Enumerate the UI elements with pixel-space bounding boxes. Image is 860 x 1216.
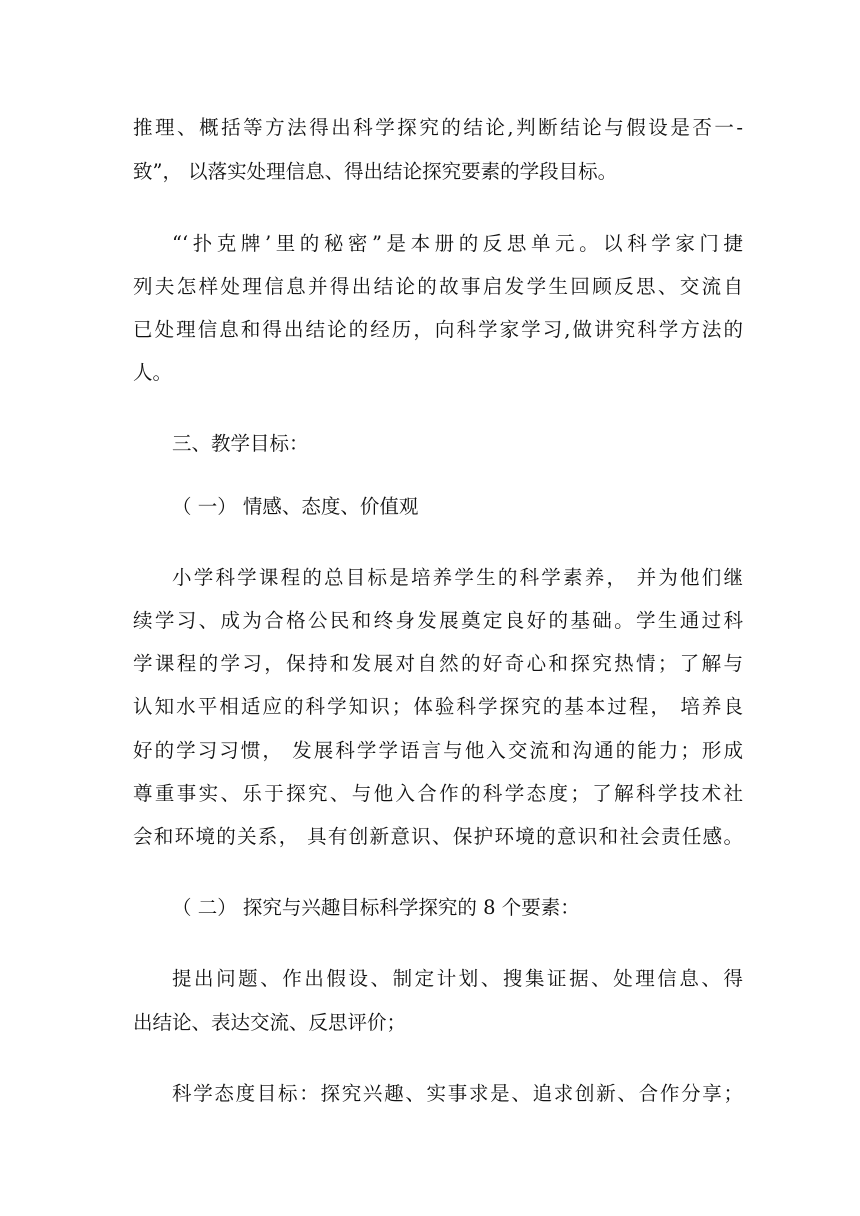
paragraph-line: 出结论、表达交流、反思评价； <box>133 1011 407 1034</box>
paragraph-line: 好的学习习惯， 发展科学学语言与他入交流和沟通的能力；形成 <box>133 739 743 762</box>
paragraph-line: 科学态度目标：探究兴趣、实事求是、追求创新、合作分享； <box>172 1082 743 1105</box>
paragraph-line: 学课程的学习，保持和发展对自然的好奇心和探究热情；了解与 <box>133 652 743 675</box>
subsection-heading: （ 二） 探究与兴趣目标科学探究的 8 个要素： <box>172 896 580 919</box>
paragraph-line: 认知水平相适应的科学知识；体验科学探究的基本过程， 培养良 <box>133 695 743 718</box>
paragraph-line: 小学科学课程的总目标是培养学生的科学素养， 并为他们继 <box>172 566 743 589</box>
paragraph-line: 提出问题、作出假设、制定计划、搜集证据、处理信息、得 <box>172 967 743 990</box>
paragraph-line: “‘扑克牌’里的秘密”是本册的反思单元。以科学家门捷 <box>172 232 743 255</box>
paragraph-line: 列夫怎样处理信息并得出结论的故事启发学生回顾反思、交流自 <box>133 275 743 298</box>
section-heading: 三、教学目标： <box>172 432 309 455</box>
paragraph-line: 会和环境的关系， 具有创新意识、保护环境的意识和社会责任感。 <box>133 825 743 848</box>
paragraph-line: 续学习、成为合格公民和终身发展奠定良好的基础。学生通过科 <box>133 609 743 632</box>
paragraph-line: 致”， 以落实处理信息、得出结论探究要素的学段目标。 <box>133 160 618 183</box>
paragraph-line: 已处理信息和得出结论的经历，向科学家学习,做讲究科学方法的 <box>133 318 743 341</box>
paragraph-line: 人。 <box>133 361 173 384</box>
subsection-heading: （ 一） 情感、态度、价值观 <box>172 495 419 518</box>
paragraph-line: 推理、概括等方法得出科学探究的结论,判断结论与假设是否一- <box>133 116 743 139</box>
paragraph-line: 尊重事实、乐于探究、与他入合作的科学态度；了解科学技术社 <box>133 782 743 805</box>
